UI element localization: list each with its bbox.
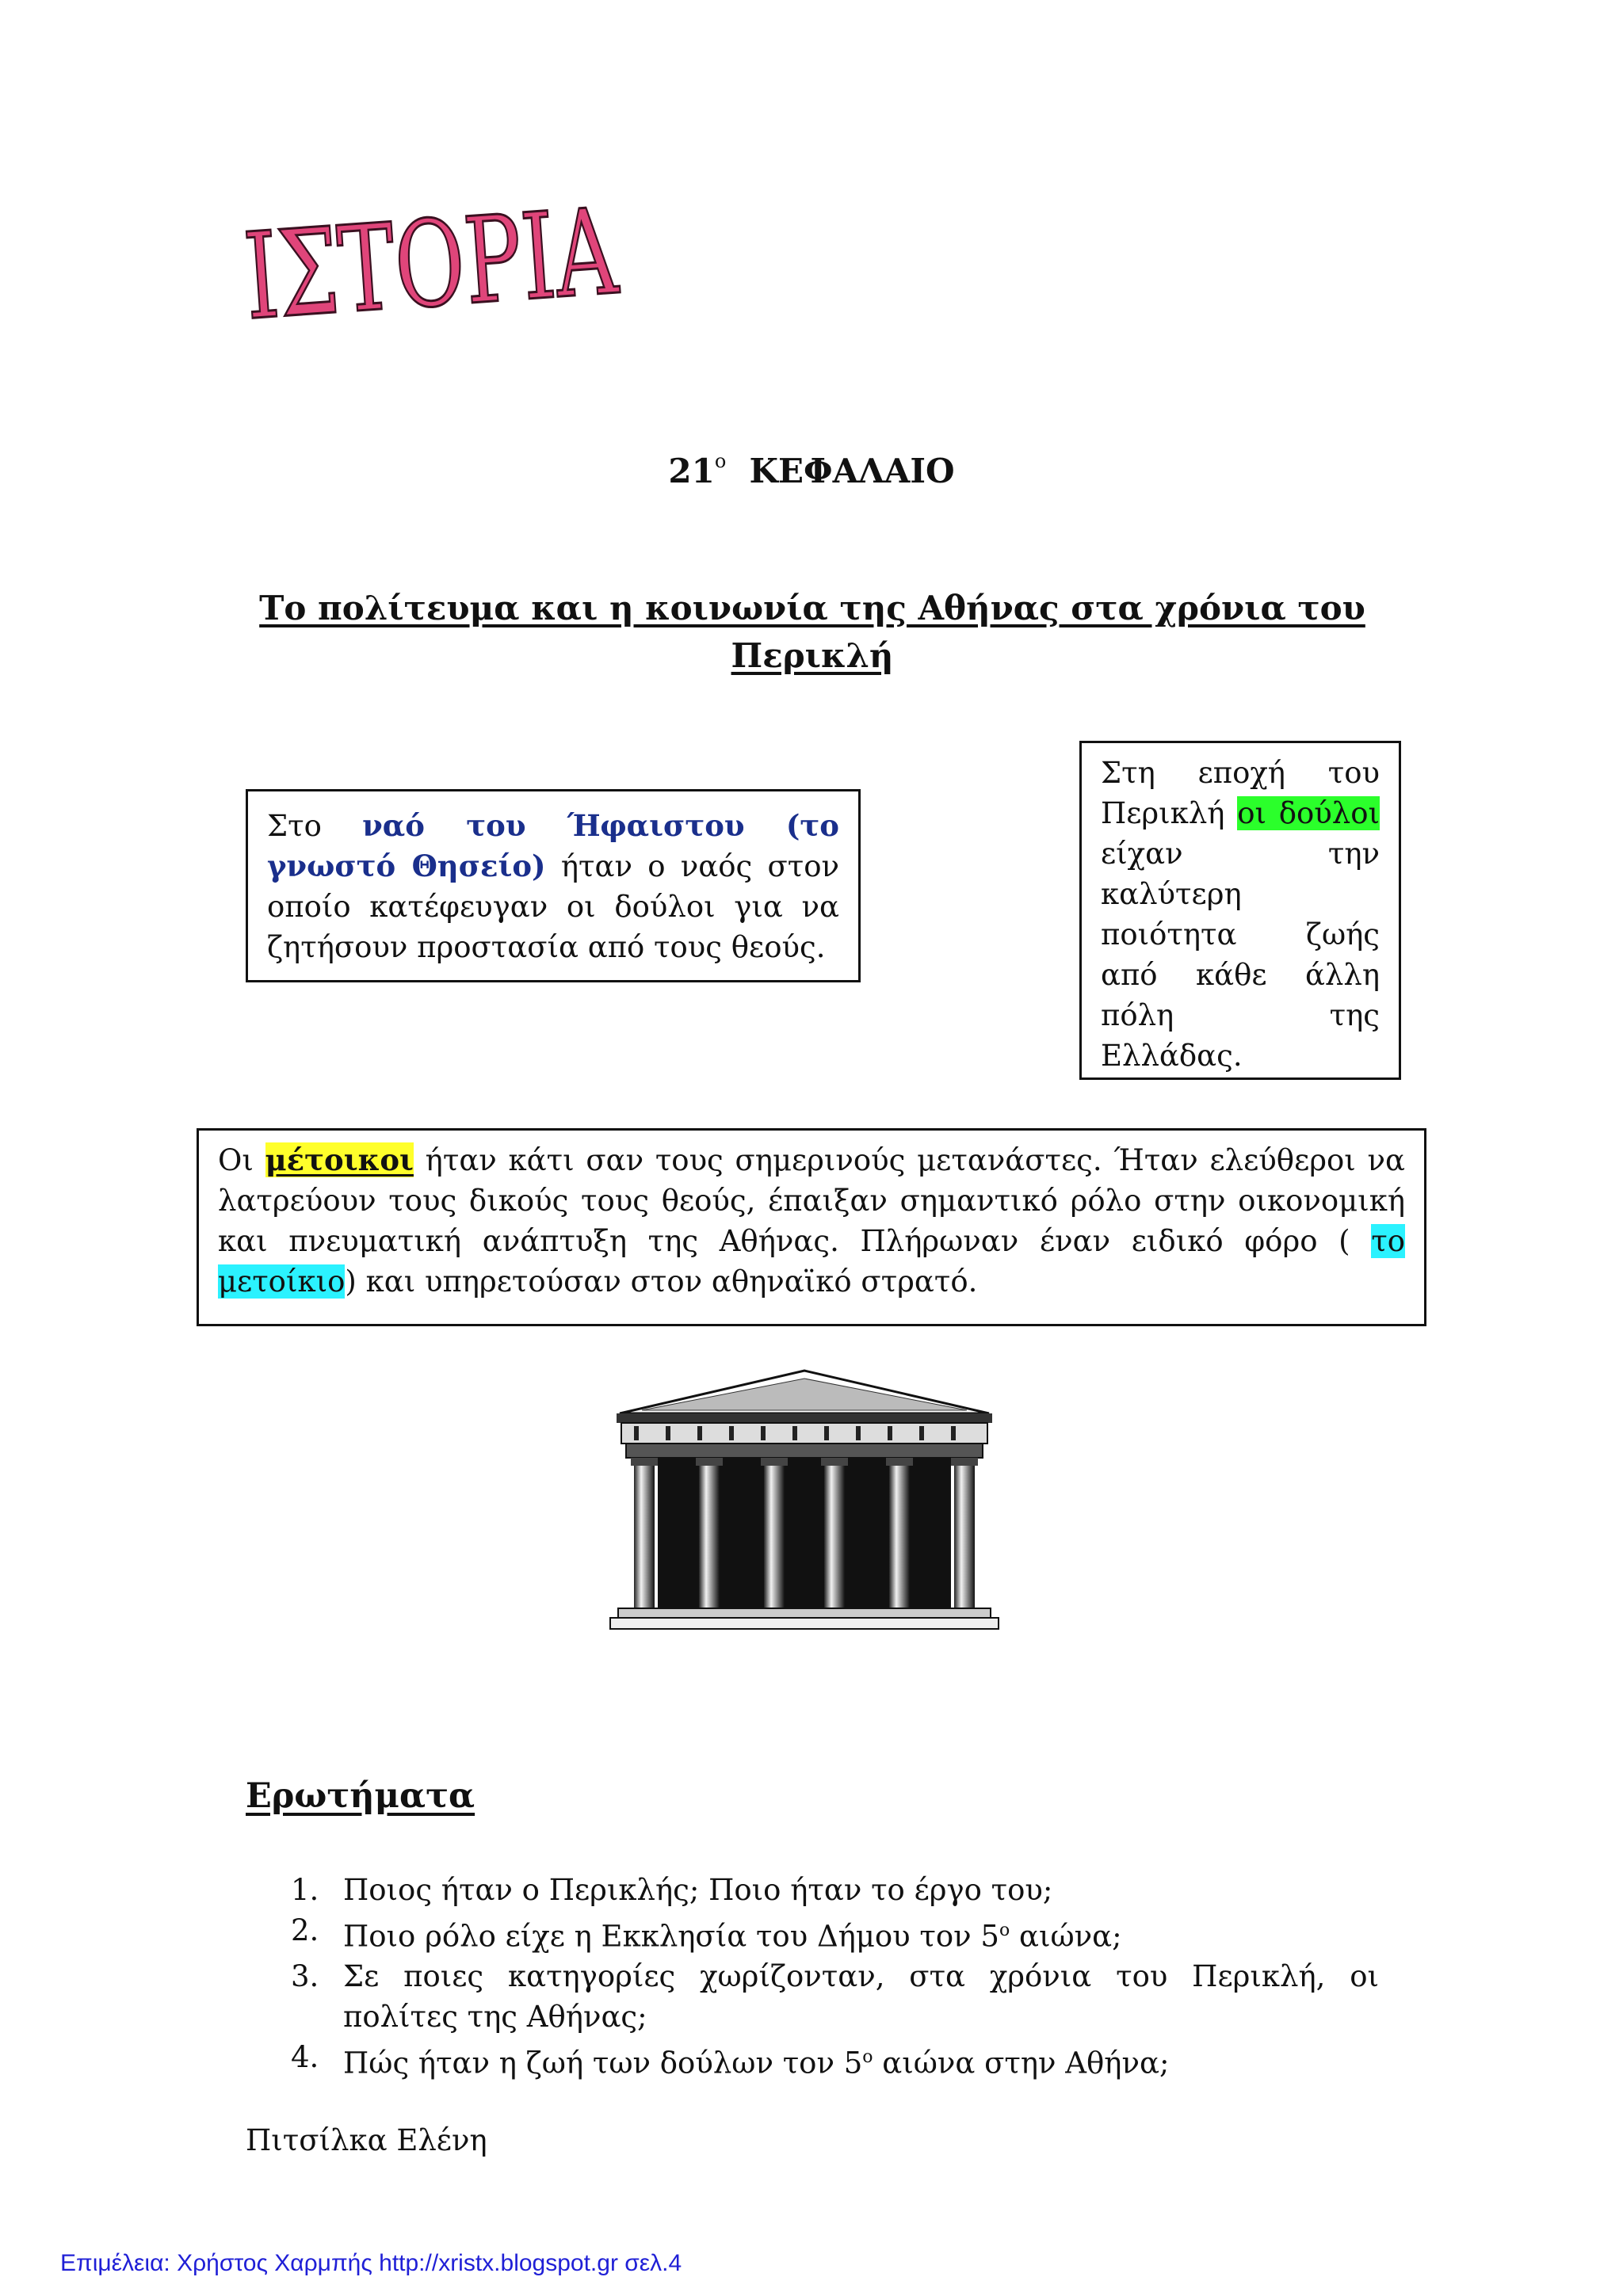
metoikio-highlight: το μετοίκιο — [218, 1224, 1405, 1299]
question-number: 4. — [291, 2040, 319, 2075]
list-item — [281, 1910, 1379, 1956]
metics-note — [197, 1128, 1426, 1326]
list-item — [281, 1956, 1379, 2037]
question-text: Ποιος ήταν ο Περικλής; Ποιο ήταν το έργο του; — [343, 1873, 1053, 1907]
note-text: Στη εποχή του Περικλή — [1101, 756, 1380, 830]
note-text: Οι — [218, 1143, 265, 1177]
chapter-ordinal: ο — [714, 450, 727, 472]
note-text: ) και υπηρετούσαν στον αθηναϊκό στρατό. — [345, 1264, 978, 1299]
title-line-2: Περικλή — [731, 636, 894, 675]
question-text: Σε ποιες κατηγορίες χωρίζονταν, στα χρόνια του Περικλή, οι πολίτες της Αθήνας; — [343, 1959, 1379, 2035]
question-number: 1. — [291, 1873, 319, 1907]
questions-heading: Ερωτήματα — [246, 1776, 475, 1816]
page-footer: Επιμέλεια: Χρήστος Χαρμπής http://xristx.blogspot.gr σελ.4 — [60, 2250, 682, 2276]
chapter-number: 21 — [668, 452, 715, 490]
history-wordart-logo — [238, 173, 769, 347]
chapter-heading — [0, 452, 1623, 490]
metics-highlight: μέτοικοι — [265, 1142, 414, 1177]
hephaestus-temple-note — [246, 789, 861, 982]
question-ordinal: ο — [999, 1920, 1010, 1940]
question-ordinal: ο — [862, 2047, 873, 2068]
question-text: Ποιο ρόλο είχε η Εκκλησία του Δήμου τον 5 — [343, 1919, 999, 1954]
author-name: Πιτσίλκα Ελένη — [246, 2123, 487, 2157]
logo-text: ΙΣΤΟΡΙΑ — [240, 173, 769, 347]
question-text: αιώνα; — [1010, 1919, 1122, 1954]
temple-name-highlight: ναό του Ήφαιστου (το γνωστό Θησείο) — [267, 808, 839, 883]
list-item — [281, 1870, 1379, 1910]
question-number: 2. — [291, 1913, 319, 1947]
slaves-highlight: οι δούλοι — [1237, 796, 1380, 830]
list-item — [281, 2037, 1379, 2083]
question-number: 3. — [291, 1959, 319, 1994]
note-text: ήταν κάτι σαν τους σημερινούς μετανάστες. Ήταν ελεύθεροι να λατρεύουν τους δικούς τους θεούς, έπαιξαν σημαντικό ρόλο στην οικονομική και πνευματική ανάπτυξη της Αθήνας. Πλήρωναν έναν ειδικό φόρο ( — [218, 1143, 1405, 1258]
note-text: ήταν ο ναός στον οποίο κατέφευγαν οι δούλοι για να ζητήσουν προστασία από τους θεούς. — [267, 849, 839, 964]
question-text: αιώνα στην Αθήνα; — [873, 2046, 1170, 2081]
questions-list — [281, 1870, 1379, 2084]
slaves-note — [1079, 741, 1401, 1080]
greek-temple-illustration — [610, 1364, 999, 1642]
question-text: Πώς ήταν η ζωή των δούλων τον 5 — [343, 2046, 863, 2081]
note-text: Στο — [267, 809, 363, 843]
chapter-label: ΚΕΦΑΛΑΙΟ — [749, 452, 955, 490]
title-line-1: Το πολίτευμα και η κοινωνία της Αθήνας στα χρόνια του — [259, 589, 1365, 627]
page-title — [222, 585, 1403, 680]
note-text: είχαν την καλύτερη ποιότητα ζωής από κάθε άλλη πόλη της Ελλάδας. — [1101, 837, 1380, 1073]
